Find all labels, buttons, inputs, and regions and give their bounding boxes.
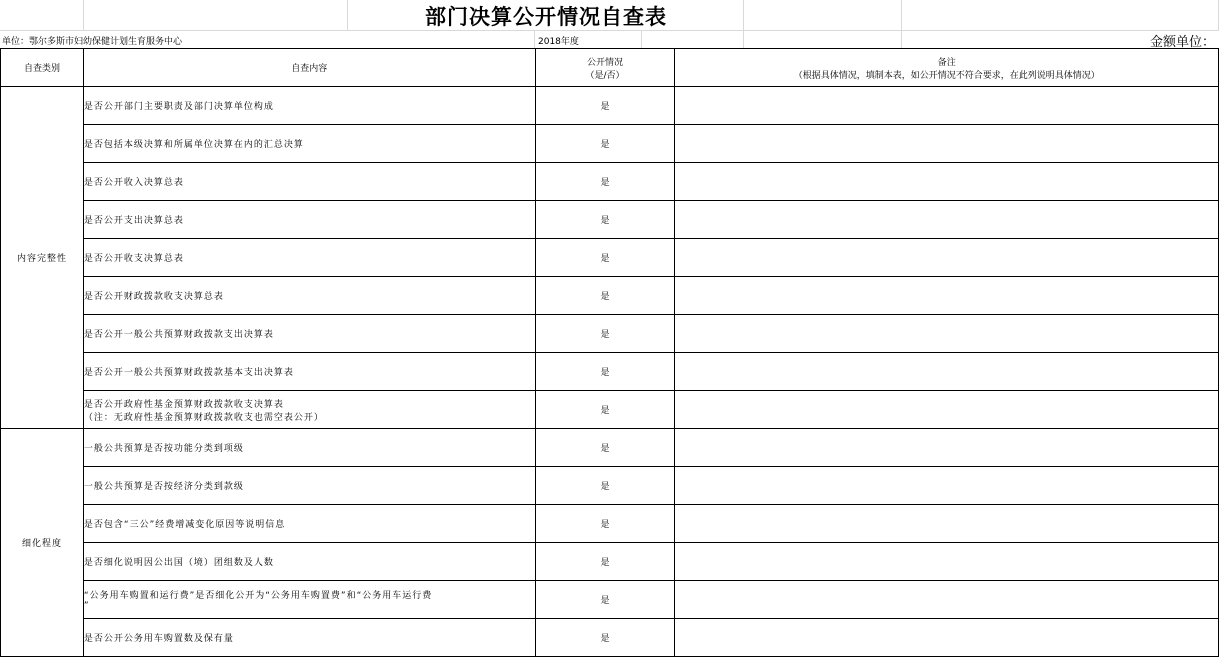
content-cell: 是否包含“三公”经费增减变化原因等说明信息: [83, 505, 535, 543]
table-row: [1, 429, 1219, 467]
content-cell: 一般公共预算是否按经济分类到款级: [83, 467, 535, 505]
public-cell: 是: [535, 391, 675, 429]
public-cell: 是: [535, 429, 675, 467]
public-cell: 是: [535, 239, 675, 277]
note-cell[interactable]: [675, 391, 1219, 429]
content-cell: 一般公共预算是否按功能分类到项级: [83, 429, 535, 467]
sheet-cell: [0, 0, 84, 31]
sheet-cell: [84, 0, 348, 31]
public-cell: 是: [535, 353, 675, 391]
content-note-line: ”: [83, 601, 90, 611]
content-cell: 是否公开部门主要职责及部门决算单位构成: [83, 87, 535, 125]
table-row: [1, 581, 1219, 619]
content-cell: 是否公开收入决算总表: [83, 163, 535, 201]
category-cell: 细化程度: [1, 429, 84, 657]
note-cell[interactable]: [675, 315, 1219, 353]
public-cell: 是: [535, 277, 675, 315]
note-cell[interactable]: [675, 125, 1219, 163]
content-note-line: （注：无政府性基金预算财政拨款收支也需空表公开）: [83, 412, 324, 423]
content-cell: 是否公开财政拨款收支决算总表: [83, 277, 535, 315]
header-public: [535, 49, 675, 87]
header-public-title: 公开情况: [586, 57, 623, 68]
table-row: [1, 163, 1219, 201]
public-cell: 是: [535, 201, 675, 239]
unit-label: 单位：鄂尔多斯市妇幼保健计划生育服务中心: [2, 37, 183, 47]
year-label: 2018年度: [538, 37, 579, 47]
content-cell: 是否公开收支决算总表: [83, 239, 535, 277]
content-cell: 是否公开一般公共预算财政拨款基本支出决算表: [83, 353, 535, 391]
public-cell: 是: [535, 163, 675, 201]
self-check-table: [0, 48, 1219, 657]
public-cell: 是: [535, 505, 675, 543]
table-row: [1, 201, 1219, 239]
content-cell: 是否公开支出决算总表: [83, 201, 535, 239]
category-cell: 内容完整性: [1, 87, 84, 429]
sheet-cell: [902, 0, 1219, 31]
info-row: [0, 31, 1219, 48]
note-cell[interactable]: [675, 467, 1219, 505]
note-cell[interactable]: [675, 429, 1219, 467]
public-cell: 是: [535, 467, 675, 505]
table-row: [1, 505, 1219, 543]
table-row: [1, 239, 1219, 277]
content-cell: 是否包括本级决算和所属单位决算在内的汇总决算: [83, 125, 535, 163]
header-note-sub: （根据具体情况，填制本表，如公开情况不符合要求，在此列说明具体情况）: [793, 70, 1100, 81]
content-cell: 是否公开公务用车购置数及保有量: [83, 619, 535, 657]
table-row: [1, 543, 1219, 581]
content-cell: 是否细化说明因公出国（境）团组数及人数: [83, 543, 535, 581]
public-cell: 是: [535, 125, 675, 163]
header-public-sub: （是/否）: [585, 70, 625, 81]
note-cell[interactable]: [675, 87, 1219, 125]
sheet-cell: [744, 0, 902, 31]
header-note: [675, 49, 1219, 87]
note-cell[interactable]: [675, 353, 1219, 391]
content-line: “公务用车购置和运行费”是否细化公开为“公务用车购置费”和“公务用车运行费: [83, 591, 433, 601]
note-cell[interactable]: [675, 543, 1219, 581]
header-content: 自查内容: [83, 49, 535, 87]
table-row: [1, 125, 1219, 163]
header-row: [1, 49, 1219, 87]
note-cell[interactable]: [675, 163, 1219, 201]
public-cell: 是: [535, 581, 675, 619]
note-cell[interactable]: [675, 277, 1219, 315]
table-row: [1, 315, 1219, 353]
table-row: [1, 353, 1219, 391]
public-cell: 是: [535, 315, 675, 353]
sheet-cell: [642, 31, 744, 48]
title-row: [0, 0, 1219, 31]
table-row: [1, 277, 1219, 315]
sheet-cell: [744, 31, 902, 48]
note-cell[interactable]: [675, 581, 1219, 619]
table-row: [1, 391, 1219, 429]
table-row: [1, 467, 1219, 505]
page-title: 部门决算公开情况自查表: [425, 5, 667, 29]
note-cell[interactable]: [675, 619, 1219, 657]
public-cell: 是: [535, 87, 675, 125]
content-cell: [83, 391, 535, 429]
note-cell[interactable]: [675, 505, 1219, 543]
note-cell[interactable]: [675, 239, 1219, 277]
amount-unit-label: 金额单位：: [1149, 35, 1215, 50]
table-row: [1, 87, 1219, 125]
header-category: 自查类别: [1, 49, 84, 87]
note-cell[interactable]: [675, 201, 1219, 239]
content-line: 是否公开政府性基金预算财政拨款收支决算表: [83, 399, 284, 410]
header-note-title: 备注: [937, 57, 956, 68]
public-cell: 是: [535, 543, 675, 581]
content-cell: [83, 581, 535, 619]
public-cell: 是: [535, 619, 675, 657]
table-row: [1, 619, 1219, 657]
content-cell: 是否公开一般公共预算财政拨款支出决算表: [83, 315, 535, 353]
